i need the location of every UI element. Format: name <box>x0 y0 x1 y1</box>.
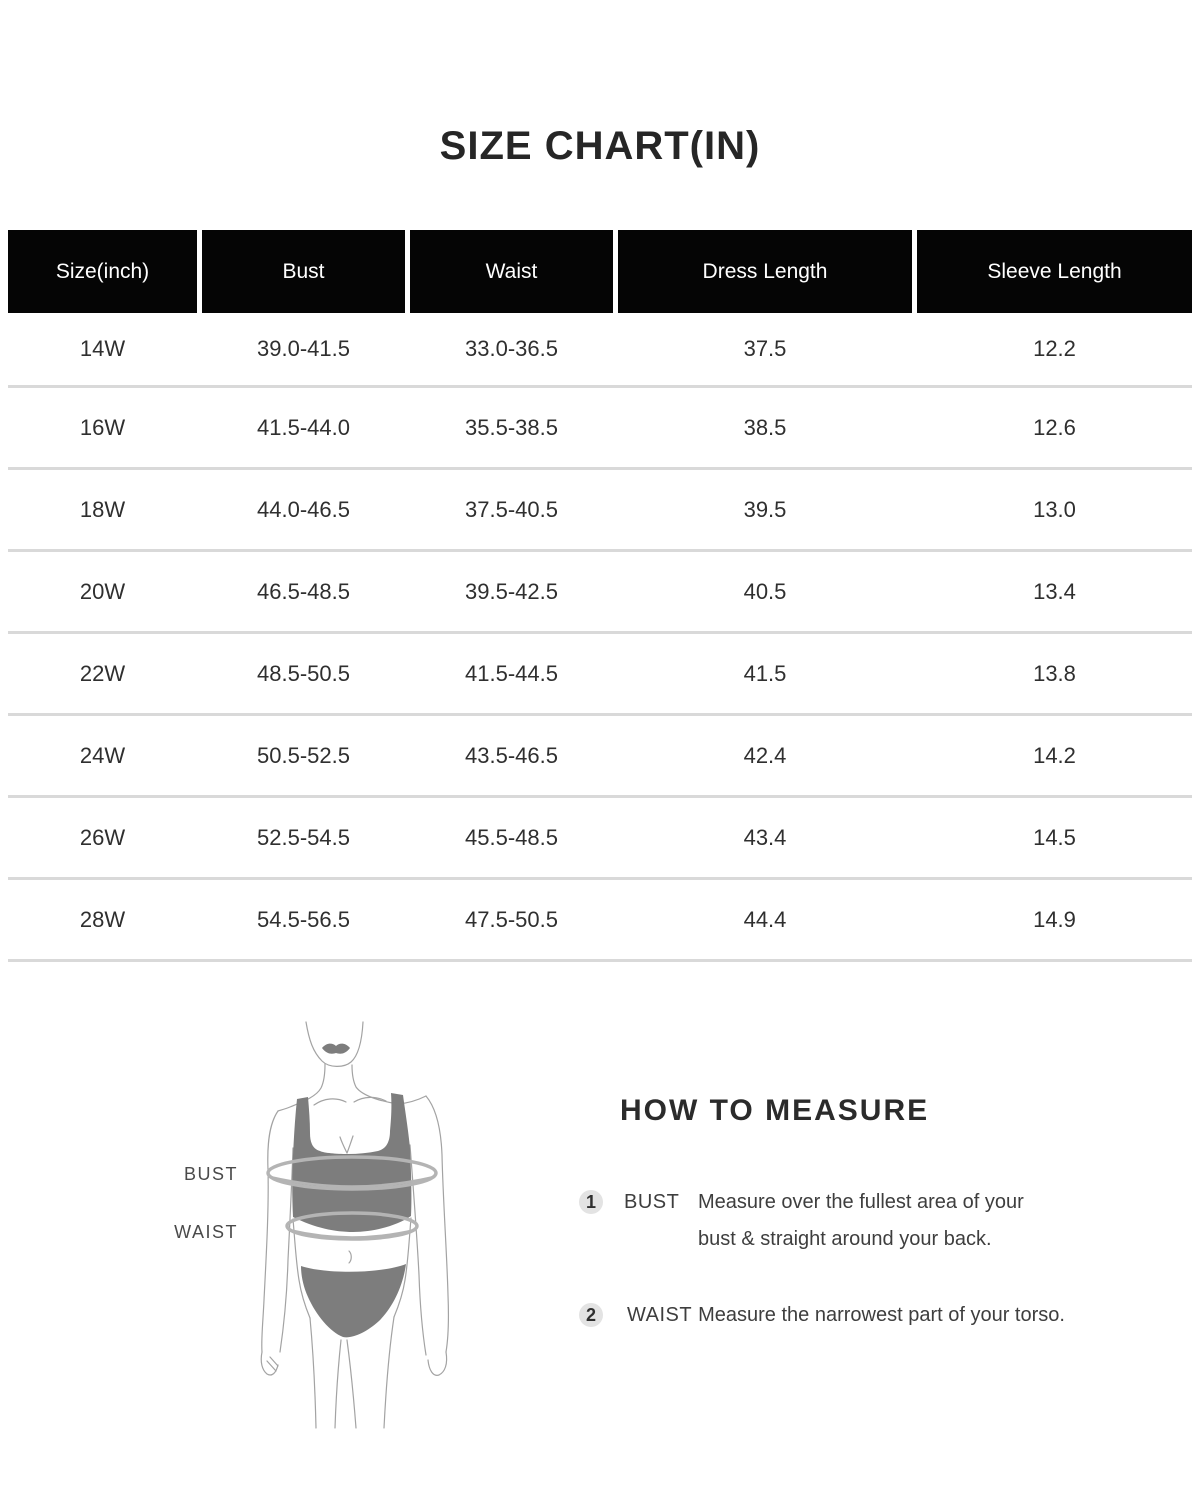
cell-bust: 44.0-46.5 <box>257 496 350 522</box>
cell-dress-length: 41.5 <box>743 660 787 686</box>
cell-bust: 46.5-48.5 <box>257 578 350 604</box>
cell-size: 26W <box>79 824 126 850</box>
cell-size: 18W <box>79 496 126 522</box>
cell-dress-length: 42.4 <box>743 742 787 768</box>
cell-size: 28W <box>79 906 126 932</box>
step-label: BUST <box>624 1191 680 1213</box>
table-row <box>8 470 1192 552</box>
column-header-size: Size(inch) <box>8 230 197 313</box>
cell-dress-length: 43.4 <box>743 824 787 850</box>
how-to-measure-heading: HOW TO MEASURE <box>620 1094 930 1127</box>
cell-sleeve-length: 12.6 <box>1033 414 1076 440</box>
column-header-sleeve-length: Sleeve Length <box>917 230 1192 313</box>
cell-waist: 37.5-40.5 <box>465 496 558 522</box>
table-row <box>8 634 1192 716</box>
size-table <box>8 230 1192 962</box>
table-row <box>8 716 1192 798</box>
measure-step-bust <box>579 1190 1024 1251</box>
cell-size: 14W <box>79 336 126 361</box>
cell-sleeve-length: 12.2 <box>1033 336 1076 361</box>
cell-dress-length: 39.5 <box>743 496 787 522</box>
cell-size: 24W <box>79 742 126 768</box>
cell-sleeve-length: 13.8 <box>1033 660 1076 686</box>
lips-shape <box>322 1044 350 1054</box>
cell-dress-length: 40.5 <box>743 578 787 604</box>
column-header-dress-length: Dress Length <box>618 230 912 313</box>
table-row <box>8 798 1192 880</box>
figure-label-bust: BUST <box>183 1164 238 1184</box>
cell-waist: 41.5-44.5 <box>465 660 558 686</box>
cell-bust: 41.5-44.0 <box>257 414 350 440</box>
measure-step-waist <box>579 1303 1065 1327</box>
size-table-header-row <box>8 230 1192 313</box>
cell-dress-length: 44.4 <box>743 906 787 932</box>
cell-sleeve-length: 14.5 <box>1033 824 1076 850</box>
crop-top-shape <box>292 1093 411 1232</box>
cell-size: 20W <box>79 578 126 604</box>
table-row <box>8 880 1192 962</box>
cell-waist: 33.0-36.5 <box>465 336 558 361</box>
page-title: SIZE CHART(IN) <box>439 124 761 168</box>
column-header-bust: Bust <box>202 230 405 313</box>
cell-sleeve-length: 14.2 <box>1033 742 1076 768</box>
table-row <box>8 313 1192 388</box>
step-description-line: Measure over the fullest area of your <box>698 1191 1024 1213</box>
step-description <box>698 1190 1024 1251</box>
cell-bust: 54.5-56.5 <box>257 906 350 932</box>
cell-bust: 52.5-54.5 <box>257 824 350 850</box>
step-label: WAIST <box>627 1304 693 1326</box>
cell-dress-length: 37.5 <box>743 336 787 361</box>
cell-waist: 47.5-50.5 <box>465 906 558 932</box>
step-number-badge: 2 <box>579 1303 603 1327</box>
table-row <box>8 552 1192 634</box>
cell-size: 22W <box>79 660 126 686</box>
figure-label-waist: WAIST <box>174 1222 238 1242</box>
cell-waist: 39.5-42.5 <box>465 578 558 604</box>
step-description <box>698 1303 1065 1327</box>
column-header-waist: Waist <box>410 230 613 313</box>
cell-bust: 48.5-50.5 <box>257 660 350 686</box>
body-measurement-figure-illustration <box>240 1010 470 1440</box>
cell-size: 16W <box>79 414 126 440</box>
step-description-line: Measure the narrowest part of your torso. <box>698 1304 1065 1326</box>
cell-sleeve-length: 13.0 <box>1033 496 1076 522</box>
cell-waist: 43.5-46.5 <box>465 742 558 768</box>
cell-bust: 50.5-52.5 <box>257 742 350 768</box>
cell-sleeve-length: 13.4 <box>1033 578 1076 604</box>
table-row <box>8 388 1192 470</box>
step-description-line: bust & straight around your back. <box>698 1228 992 1250</box>
cell-waist: 45.5-48.5 <box>465 824 558 850</box>
cell-sleeve-length: 14.9 <box>1033 906 1076 932</box>
cell-dress-length: 38.5 <box>743 414 787 440</box>
cell-waist: 35.5-38.5 <box>465 414 558 440</box>
cell-bust: 39.0-41.5 <box>257 336 350 361</box>
step-number-badge: 1 <box>579 1190 603 1214</box>
bikini-bottom-shape <box>301 1264 406 1337</box>
